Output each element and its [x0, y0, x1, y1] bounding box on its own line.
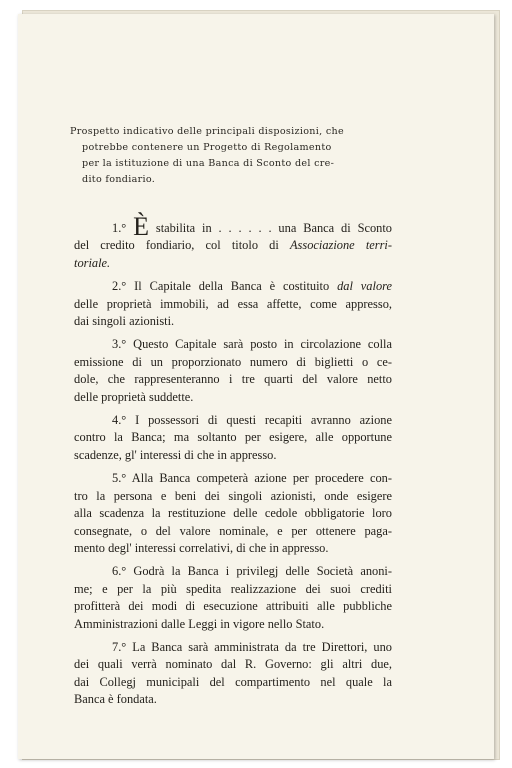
article-text: del credito fondiario, col titolo di Associazione terri-	[74, 238, 393, 253]
drop-cap: È	[133, 212, 150, 241]
article-text: delle proprietà immobili, ad essa affette, come appresso,	[74, 296, 392, 311]
article-text: stabilita in . . . . . . una Banca di Sconto	[155, 221, 392, 235]
article-text: Questo Capitale sarà posto in circolazione colla	[133, 337, 392, 352]
article-text: consegnate, o del valore nominale, e per ottenere paga-	[74, 523, 392, 538]
article-text: dei quali verrà nominato dal R. Governo: gli altri due,	[74, 657, 392, 672]
article-2: 2.° Il Capitale della Banca è costituito dal valore delle proprietà immobili, ad essa affette, come appresso, dai singoli azionisti.	[74, 278, 392, 330]
article-text: toriale.	[74, 255, 111, 270]
article-number: 7.°	[112, 639, 127, 654]
article-number: 5.°	[112, 471, 127, 486]
article-6	[74, 563, 392, 633]
article-text: dai Collegj municipali del compartimento nel quale la	[74, 674, 392, 689]
article-text: Alla Banca competerà azione per procedere con-	[131, 471, 392, 486]
document-body	[74, 212, 393, 715]
article-text: contro la Banca; ma soltanto per esigere, alle opportune	[74, 430, 392, 445]
article-number: 2.°	[112, 279, 127, 294]
article-7	[74, 639, 392, 709]
article-text: delle proprietà suddette.	[74, 389, 194, 404]
heading-line: per la istituzione di una Banca di Sconto del cre-	[82, 158, 335, 169]
article-number: 4.°	[112, 413, 127, 428]
article-1	[74, 212, 393, 272]
article-text: Banca è fondata.	[74, 692, 157, 707]
heading-line: potrebbe contenere un Progetto di Regolamento	[82, 142, 332, 153]
article-number: 1.°	[112, 221, 127, 235]
article-text: dai singoli azionisti.	[74, 314, 175, 329]
article-text: tro la persona e beni dei singoli azionisti, onde esigere	[74, 488, 392, 503]
document-heading	[70, 124, 400, 188]
article-text: Godrà la Banca i privilegj delle Società anoni-	[133, 564, 392, 579]
article-number: 3.°	[112, 337, 127, 352]
article-4	[74, 412, 392, 464]
article-text: Amministrazioni dalle Leggi in vigore nello Stato.	[74, 616, 325, 631]
article-text: emissione di un proporzionato numero di biglietti o ce-	[74, 354, 392, 369]
article-text: me; e per la più spedita realizzazione dei suoi crediti	[74, 581, 392, 596]
article-number: 6.°	[112, 564, 127, 579]
article-text: profitterà dei modi di esecuzione attribuiti alle pubbliche	[74, 599, 392, 614]
article-text: alla scadenza la restituzione delle cedole obbligatorie loro	[74, 506, 392, 521]
heading-line: dito fondiario.	[82, 174, 156, 185]
article-5	[74, 470, 392, 557]
article-text: scadenze, gl' interessi di che in appresso.	[74, 447, 277, 462]
article-3	[74, 336, 392, 406]
heading-line: Prospetto indicativo delle principali disposizioni, che	[70, 126, 344, 137]
article-text: dole, che rappresenteranno i tre quarti del valore netto	[74, 372, 392, 387]
article-text: I possessori di questi recapiti avranno azione	[135, 413, 392, 428]
article-text: La Banca sarà amministrata da tre Direttori, uno	[132, 639, 392, 654]
article-text: mento degl' interessi correlativi, di che in appresso.	[74, 540, 329, 555]
document-page	[18, 14, 494, 759]
